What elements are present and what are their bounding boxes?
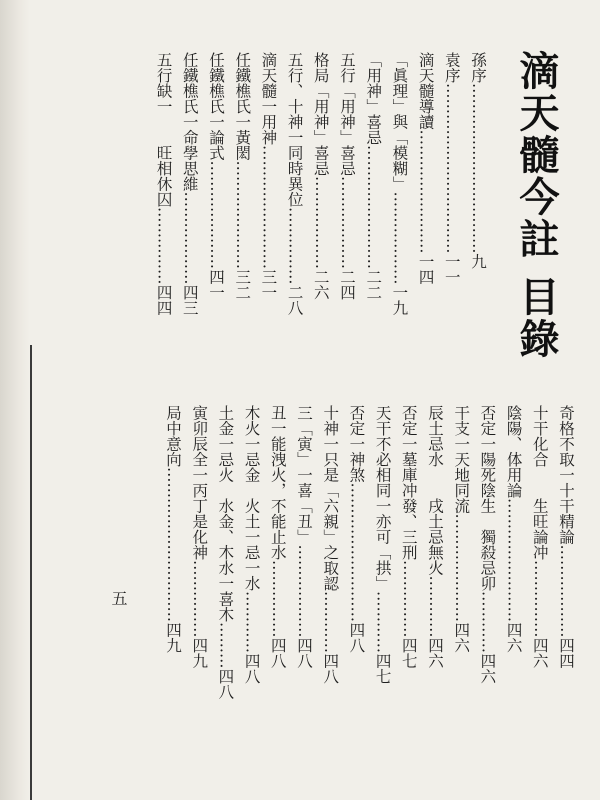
toc-entry-title: 三「寅」一喜「丑」: [295, 405, 313, 545]
toc-page-number: 一九: [390, 284, 409, 316]
toc-entry-title: 天干不必相同一亦可「拱」: [373, 405, 392, 591]
toc-entry: [476, 405, 498, 780]
toc-leader-dots: ………………: [180, 191, 199, 285]
toc-page-number: 二二: [364, 269, 383, 300]
toc-leader-dots: …………: [321, 591, 340, 653]
toc-entry-title: 木火一忌金 火土一忌一水: [242, 405, 261, 591]
toc-entry: [529, 405, 551, 780]
toc-leader-dots: …………………: [207, 160, 225, 269]
toc-entry-title: 任鐵樵氏一命學思維: [180, 52, 199, 192]
toc-entry-title: 局中意向: [164, 405, 182, 467]
toc-entry-title: 否定一陽死陰生 獨殺忌卯: [478, 405, 497, 591]
toc-entry: [267, 405, 289, 780]
toc-leader-dots: …………………………: [164, 467, 182, 622]
toc-leader-dots: ………………: [557, 544, 575, 638]
toc-page-number: 二六: [311, 269, 330, 300]
toc-page-number: 三二: [233, 269, 252, 300]
toc-entry: [293, 405, 315, 780]
toc-entry: [310, 52, 332, 377]
toc-page-number: 四九: [164, 622, 182, 653]
toc-leader-dots: …………………: [233, 160, 252, 269]
toc-entry: [424, 405, 446, 780]
toc-entry: [467, 52, 489, 377]
toc-entry: [415, 52, 437, 377]
toc-entry-title: 「用神」喜忌: [364, 52, 383, 145]
toc-leader-dots: ……………: [154, 207, 173, 285]
toc-page-number: 四一: [207, 269, 225, 300]
toc-entry-title: 丑一能洩火，不能止水: [268, 405, 287, 560]
toc-entry-title: 辰土忌水 戌土忌無火: [426, 405, 444, 576]
toc-leader-dots: ……………………: [504, 498, 523, 622]
toc-page-number: 四六: [426, 637, 444, 669]
toc-entry-title: 十干化合 生旺論冲: [530, 405, 549, 560]
toc-entry-title: 十神一只是「六親」之取認: [321, 405, 340, 591]
toc-page-number: 四四: [154, 284, 173, 316]
toc-leader-dots: …………: [373, 591, 392, 653]
toc-page-number: 四九: [190, 637, 209, 669]
toc-leader-dots: ………………………: [347, 482, 366, 622]
toc-entry-title: 寅卯辰全一丙丁是化神: [190, 405, 209, 560]
toc-page-number: 二四: [338, 269, 356, 300]
toc-page-number: 四三: [180, 284, 199, 316]
toc-entry-title: 任鐵樵氏一論式: [207, 52, 225, 161]
toc-entry: [179, 52, 201, 377]
toc-entry: [555, 405, 577, 780]
toc-entry: [231, 52, 253, 377]
toc-entry-title: 五行「用神」喜忌: [338, 52, 356, 176]
toc-leader-dots: …………………: [452, 513, 471, 622]
toc-entry-title: 孫序: [469, 52, 487, 83]
toc-page-number: 四六: [504, 622, 523, 653]
toc-entry: [345, 405, 367, 780]
toc-page-number: 四六: [478, 653, 497, 684]
toc-entry-title: 袁序: [442, 52, 461, 83]
toc-leader-dots: …………: [478, 591, 497, 653]
toc-entry: [214, 405, 236, 780]
toc-page-number: 四七: [399, 637, 418, 669]
toc-leader-dots: …………: [426, 575, 444, 638]
toc-page-number: 四六: [452, 622, 471, 653]
toc-leader-dots: ……………………………: [469, 83, 487, 254]
toc-entry-title: 陰陽、体用論: [504, 405, 523, 498]
page-number: 五: [109, 590, 128, 606]
toc-page-number: 四八: [295, 637, 313, 669]
toc-entry: [450, 405, 472, 780]
toc-entry: [319, 405, 341, 780]
toc-leader-dots: ………: [216, 622, 235, 669]
toc-leader-dots: ………………: [311, 176, 330, 269]
toc-leader-dots: ……………: [268, 560, 287, 638]
toc-leader-dots: ……………………: [259, 145, 278, 269]
toc-page-number: 四六: [530, 637, 549, 669]
toc-entry-title: 「眞理」與「模糊」: [390, 52, 409, 192]
toc-page-number: 四八: [242, 653, 261, 684]
toc-leader-dots: ……………: [190, 560, 209, 638]
toc-page-number: 一一: [442, 253, 461, 285]
toc-entry: [372, 405, 394, 780]
toc-leader-dots: ………………: [295, 544, 313, 638]
toc-entry-title: 格局「用神」喜忌: [311, 52, 330, 176]
toc-entry: [241, 405, 263, 780]
toc-entry-title: 五行缺一 旺相休囚: [154, 52, 173, 207]
toc-entry: [162, 405, 184, 780]
toc-entry: [153, 52, 175, 377]
toc-entry-title: 奇格不取一十干精論: [557, 405, 575, 545]
toc-entry: [388, 52, 410, 377]
toc-leader-dots: ……………………: [364, 145, 383, 269]
toc-entry-title: 否定一神煞: [347, 405, 366, 483]
toc-page-number: 四八: [216, 668, 235, 700]
toc-page-number: 九: [469, 253, 487, 269]
toc-entry-title: 五行、十神一同時異位: [285, 52, 304, 207]
toc-entry-title: 任鐵樵氏一黃閎: [233, 52, 252, 161]
toc-entry-title: 否定一墓庫冲發、三刑: [399, 405, 418, 560]
toc-page-number: 四八: [347, 622, 366, 653]
toc-leader-dots: ……………………………: [442, 83, 461, 254]
toc-page-number: 四七: [373, 653, 392, 684]
toc-entry: [503, 405, 525, 780]
toc-entry-title: 滴天髓導讀: [416, 52, 435, 130]
toc-entry: [441, 52, 463, 377]
toc-leader-dots: ……………: [530, 560, 549, 638]
toc-leader-dots: ……………………: [416, 129, 435, 254]
toc-entry: [398, 405, 420, 780]
toc-page-number: 四八: [268, 637, 287, 669]
toc-entry: [205, 52, 227, 377]
toc-leader-dots: ……………: [285, 207, 304, 285]
toc-entry: [336, 52, 358, 377]
toc-page-number: 四四: [557, 637, 575, 669]
toc-entry: [188, 405, 210, 780]
toc-leader-dots: ………………: [390, 191, 409, 285]
toc-entry-title: 滴天髓一用神: [259, 52, 278, 145]
toc-page-number: 三一: [259, 269, 278, 300]
toc-leader-dots: …………: [242, 591, 261, 653]
toc-leader-dots: ………………: [338, 176, 356, 269]
toc-entry: [284, 52, 306, 377]
toc-entry-title: 干支一天地同流: [452, 405, 471, 514]
toc-page-number: 一四: [416, 253, 435, 285]
page-title: 滴天髓今註 目錄: [513, 50, 559, 360]
toc-page-number: 二八: [285, 284, 304, 316]
toc-entry-title: 土金一忌火 水金、木水一喜木: [216, 405, 235, 622]
toc-leader-dots: ……………: [399, 560, 418, 638]
toc-entry: [257, 52, 279, 377]
toc-page-number: 四八: [321, 653, 340, 684]
toc-entry: [362, 52, 384, 377]
